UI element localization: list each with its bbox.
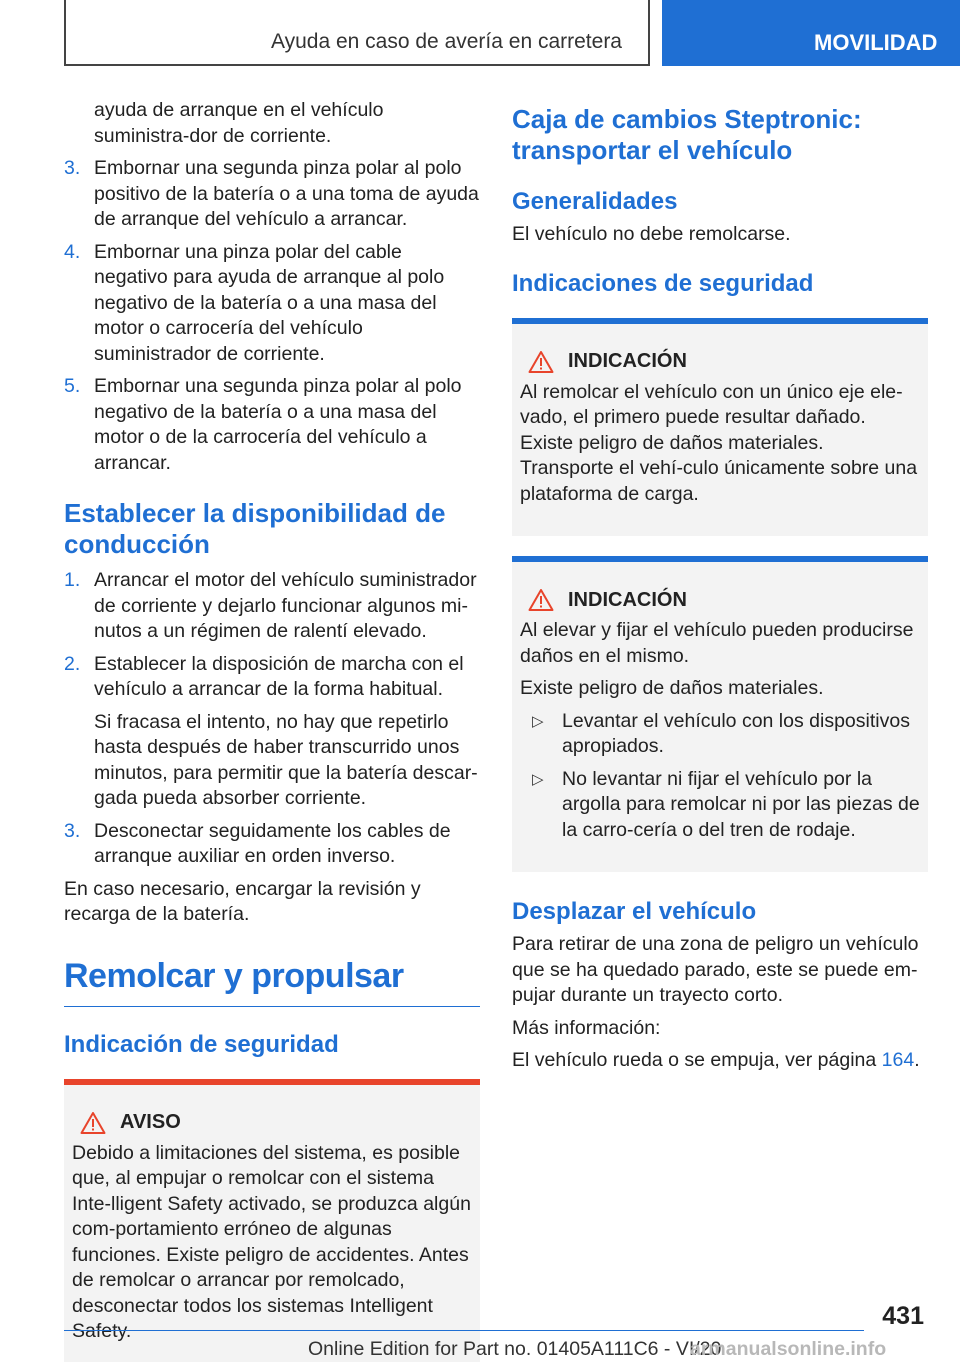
notice-box-1 <box>512 318 928 537</box>
more-info-label: Más información: <box>512 1016 661 1039</box>
page-reference <box>512 1048 928 1074</box>
step-number: 5. <box>64 375 81 397</box>
bullet-text: Levantar el vehículo con los dispositivos apropiados. <box>562 709 910 757</box>
triangle-right-icon: ▷ <box>532 770 544 788</box>
section-title-box <box>64 0 650 66</box>
list-item <box>64 652 480 812</box>
reference-end: . <box>914 1049 920 1071</box>
page-number: 431 <box>882 1302 924 1330</box>
notice-box-2 <box>512 556 928 872</box>
closing-text: En caso necesario, encargar la revisión y recarga de la batería. <box>64 877 421 925</box>
warning-triangle-icon <box>528 350 554 374</box>
left-column <box>64 98 480 1362</box>
list-item <box>520 709 920 760</box>
heading-safety-notices: Indicaciones de seguridad <box>512 269 814 297</box>
list-item <box>64 819 480 870</box>
page-header <box>0 0 960 66</box>
steps-list-connect <box>64 156 480 476</box>
list-item <box>64 240 480 368</box>
list-item <box>64 374 480 476</box>
heading-tow: Remolcar y propulsar <box>64 956 480 1007</box>
warning-header <box>76 1111 472 1135</box>
warning-title: AVISO <box>120 1111 181 1133</box>
step-number: 1. <box>64 569 81 591</box>
warning-triangle-icon <box>80 1111 106 1135</box>
bullet-text: No levantar ni fijar el vehículo por la argolla para remolcar ni por las piezas de la carro-cería o del tren de rodaje. <box>562 767 920 841</box>
step-text: Embornar una segunda pinza polar al polo positivo de la batería o a una toma de ayuda de arranque del vehículo a arrancar. <box>94 157 479 230</box>
notice-text: Al elevar y fijar el vehículo pueden producirse daños en el mismo. <box>520 619 914 667</box>
step-text: Arrancar el motor del vehículo suministrador de corriente y dejarlo funcionar algunos mi-nutos a un régimen de ralentí elevado. <box>94 569 477 642</box>
steps-list-drive <box>64 568 480 870</box>
notice-title: INDICACIÓN <box>568 588 687 611</box>
triangle-right-icon: ▷ <box>532 712 544 730</box>
step-subtext: Si fracasa el intento, no hay que repetirlo hasta después de haber transcurrido unos minutos, para permitir que la batería descar-gada pueda absorber corriente. <box>94 710 478 809</box>
heading-move-vehicle: Desplazar el vehículo <box>512 898 757 925</box>
warning-triangle-icon <box>528 588 554 612</box>
step-text: Embornar una segunda pinza polar al polo negativo de la batería o a una masa del motor o de la carrocería del vehículo a arrancar. <box>94 375 462 474</box>
heading-safety-notice: Indicación de seguridad <box>64 1030 339 1058</box>
notice-text: Al remolcar el vehículo con un único eje ele-vado, el primero puede resultar dañado. Existe peligro de daños materiales. Transporte el vehí-culo únicamente sobre una plataforma de carga. <box>520 380 918 505</box>
notice-header <box>524 350 920 374</box>
notice-bullets <box>520 709 920 844</box>
reference-text: El vehículo rueda o se empuja, ver página <box>512 1049 882 1071</box>
step-number: 2. <box>64 652 81 675</box>
move-text: Para retirar de una zona de peligro un vehículo que se ha quedado parado, este se puede em-pujar durante un trayecto corto. <box>512 933 919 1006</box>
chapter-tab[interactable]: MOVILIDAD <box>662 0 960 66</box>
watermark: armanualsonline.info <box>690 1338 887 1360</box>
edition-text: Online Edition for Part no. 01405A111C6 - VI/20 <box>308 1338 722 1360</box>
warning-text: Debido a limitaciones del sistema, es posible que, al empujar o remolcar con el sistema Inte-lligent Safety activado, se produzca algún com-portamiento erróneo de algunas funciones. Existe peligro de accidentes. Antes de remolcar o arrancar por remolcado, desconectar todos los sistemas Intelligent Safety. <box>72 1141 471 1342</box>
step-number: 3. <box>64 819 81 842</box>
step-text: Establecer la disposición de marcha con el vehículo a arrancar de la forma habitual. <box>94 652 464 700</box>
notice-title: INDICACIÓN <box>568 350 687 372</box>
page-link[interactable]: 164 <box>881 1049 915 1071</box>
step-text: Embornar una pinza polar del cable negativo para ayuda de arranque al polo negativo de la batería o a una masa del motor o carrocería del vehículo suministrador de corriente. <box>94 240 445 365</box>
footer-divider <box>64 1330 864 1331</box>
notice-header <box>524 588 920 612</box>
section-title: Ayuda en caso de avería en carretera <box>270 30 622 53</box>
list-item <box>520 767 920 844</box>
notice-text: Existe peligro de daños materiales. <box>520 677 824 699</box>
general-text: El vehículo no debe remolcarse. <box>512 223 791 245</box>
warning-box <box>64 1079 480 1362</box>
list-item <box>64 156 480 233</box>
heading-steptronic: Caja de cambios Steptronic: transportar el vehículo <box>512 104 862 165</box>
list-item <box>64 568 480 645</box>
heading-drive-ready: Establecer la disponibilidad de conducción <box>64 498 446 559</box>
step-number: 3. <box>64 157 81 179</box>
heading-general: Generalidades <box>512 188 678 215</box>
step-number: 4. <box>64 240 81 263</box>
step-continuation: ayuda de arranque en el vehículo suministra-dor de corriente. <box>94 99 384 147</box>
right-column <box>512 98 928 1081</box>
step-text: Desconectar seguidamente los cables de arranque auxiliar en orden inverso. <box>94 819 451 867</box>
